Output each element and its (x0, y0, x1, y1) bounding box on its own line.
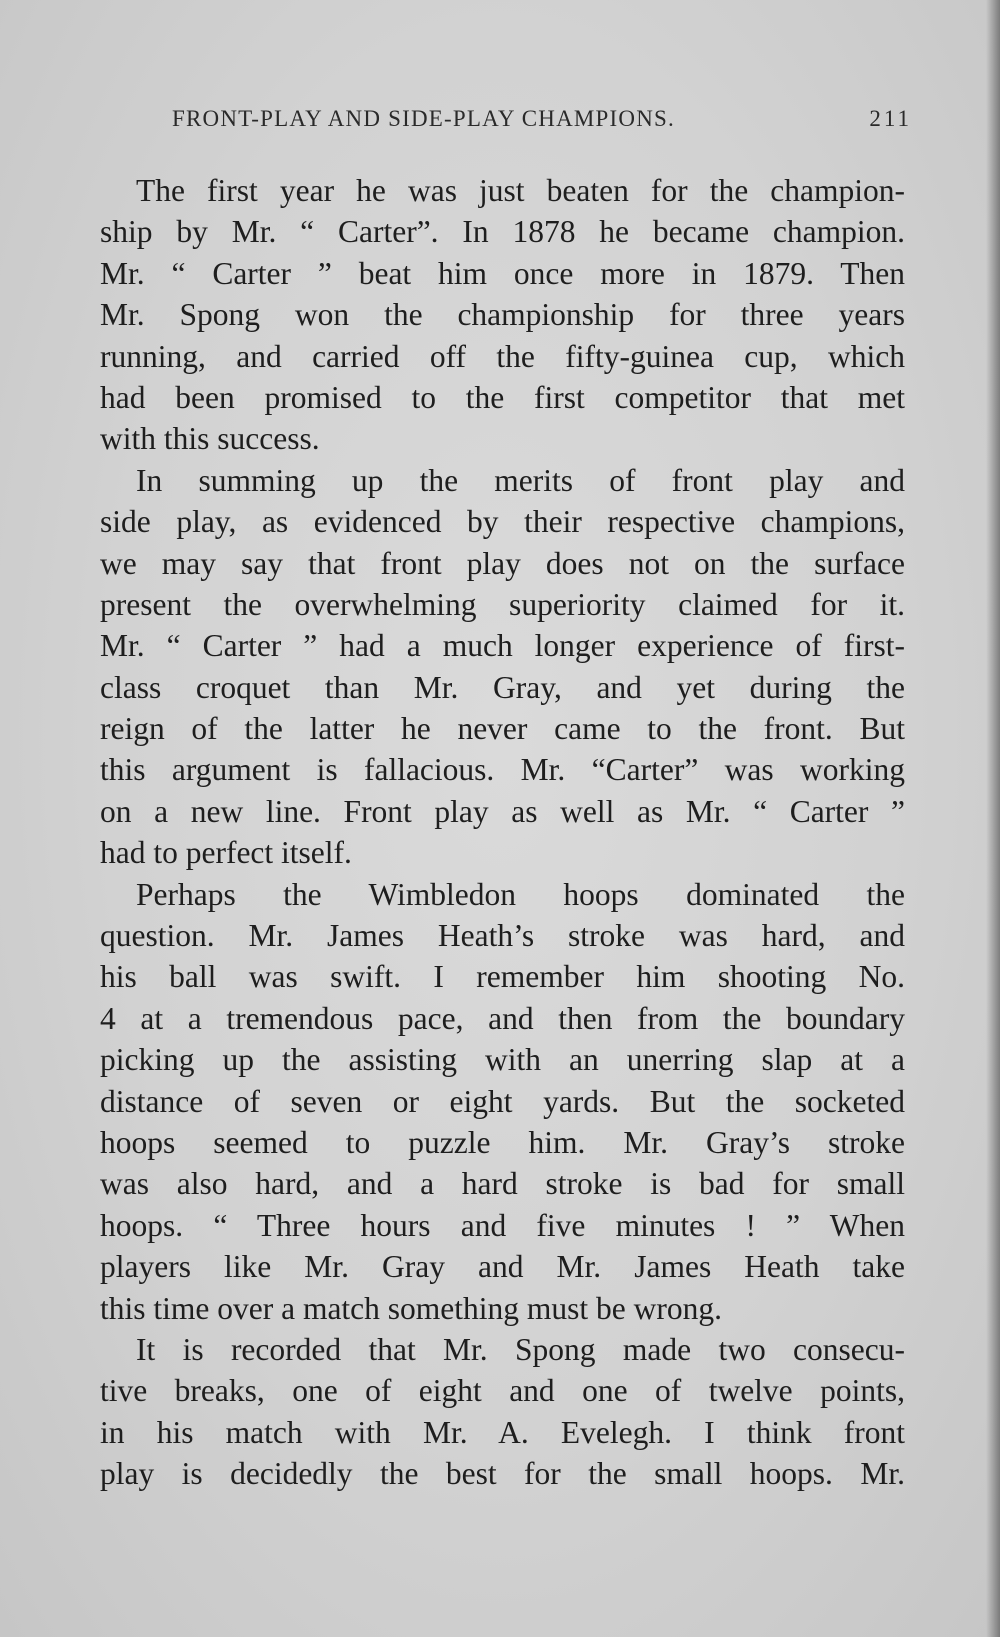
text-line: his ball was swift. I remember him shooting No. (100, 959, 905, 995)
text-line: It is recorded that Mr. Spong made two consecu- (136, 1331, 905, 1367)
text-line: this time over a match something must be wrong. (100, 1290, 723, 1326)
text-line: hoops. “ Three hours and five minutes ! ” When (100, 1207, 905, 1243)
running-head-title: FRONT-PLAY AND SIDE-PLAY CHAMPIONS. (172, 106, 675, 131)
text-line: Mr. Spong won the championship for three years (100, 297, 905, 333)
running-head (172, 106, 912, 136)
text-line: present the overwhelming superiority claimed for it. (100, 586, 905, 622)
text-line: in his match with Mr. A. Evelegh. I think front (100, 1414, 905, 1450)
text-line: Mr. “ Carter ” had a much longer experience of first- (100, 628, 905, 664)
paragraph (100, 1329, 905, 1495)
text-line: picking up the assisting with an unerring slap at a (100, 1042, 905, 1078)
text-line: had to perfect itself. (100, 835, 352, 871)
text-line: this argument is fallacious. Mr. “Carter” was working (100, 752, 905, 788)
text-line: The first year he was just beaten for the champion- (136, 173, 905, 208)
text-line: on a new line. Front play as well as Mr. “ Carter ” (100, 793, 905, 829)
text-line: 4 at a tremendous pace, and then from the boundary (100, 1000, 905, 1036)
text-line: reign of the latter he never came to the front. But (100, 711, 905, 747)
text-line: In summing up the merits of front play and (136, 462, 905, 498)
body-text (100, 170, 905, 1495)
text-line: hoops seemed to puzzle him. Mr. Gray’s stroke (100, 1124, 905, 1160)
text-line: was also hard, and a hard stroke is bad for small (100, 1166, 905, 1202)
text-line: side play, as evidenced by their respective champions, (100, 504, 905, 540)
text-line: we may say that front play does not on the surface (100, 545, 905, 581)
text-line: question. Mr. James Heath’s stroke was hard, and (100, 918, 905, 954)
paragraph (100, 874, 905, 1329)
text-line: tive breaks, one of eight and one of twelve points, (100, 1373, 905, 1409)
text-line: ship by Mr. “ Carter”. In 1878 he became champion. (100, 214, 905, 250)
page-edge-shadow (986, 0, 1000, 1637)
text-line: distance of seven or eight yards. But the socketed (100, 1083, 905, 1119)
text-line: players like Mr. Gray and Mr. James Heath take (100, 1249, 905, 1285)
text-line: Mr. “ Carter ” beat him once more in 1879. Then (100, 255, 905, 291)
paragraph (100, 170, 905, 460)
text-line: class croquet than Mr. Gray, and yet during the (100, 669, 905, 705)
text-line: with this success. (100, 421, 320, 457)
paragraph (100, 460, 905, 874)
text-line: Perhaps the Wimbledon hoops dominated the (136, 876, 905, 912)
text-line: running, and carried off the fifty-guinea cup, which (100, 338, 905, 374)
text-line: play is decidedly the best for the small hoops. Mr. (100, 1456, 905, 1492)
text-line: had been promised to the first competitor that met (100, 379, 905, 415)
page-number: 211 (869, 106, 912, 131)
